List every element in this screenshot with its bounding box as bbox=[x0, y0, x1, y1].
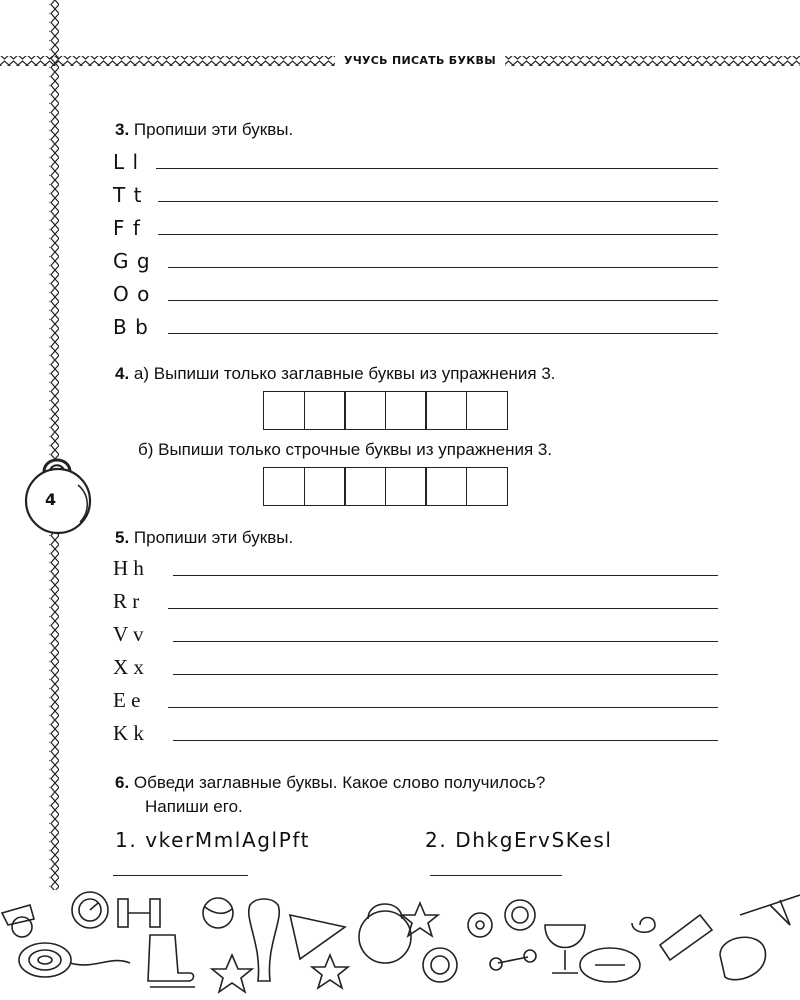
letter-pair: K k bbox=[113, 721, 144, 745]
answer-line-1[interactable] bbox=[113, 875, 248, 876]
answer-box[interactable] bbox=[263, 391, 305, 430]
uppercase-answer-boxes bbox=[263, 391, 508, 430]
writing-line[interactable] bbox=[168, 608, 718, 609]
exercise-5-text: Пропиши эти буквы. bbox=[133, 528, 294, 547]
exercise-3-row bbox=[113, 249, 723, 273]
exercise-6-title bbox=[115, 773, 545, 793]
exercise-3-row bbox=[113, 150, 723, 174]
exercise-3-row bbox=[113, 315, 723, 339]
exercise-5-row bbox=[113, 655, 723, 679]
exercise-5-title bbox=[115, 528, 293, 548]
exercise-3-title bbox=[115, 120, 293, 140]
exercise-4-number: 4. bbox=[115, 364, 130, 383]
answer-box[interactable] bbox=[385, 391, 427, 430]
header-title: УЧУСЬ ПИСАТЬ БУКВЫ bbox=[340, 52, 500, 69]
letter-pair: G g bbox=[113, 249, 151, 273]
exercise-4b-title: б) Выпиши только строчные буквы из упражнения 3. bbox=[138, 440, 553, 459]
answer-box[interactable] bbox=[344, 391, 386, 430]
kettlebell-icon bbox=[18, 450, 108, 540]
letter-sequence-2: 2. DhkgErvSKesl bbox=[425, 828, 613, 852]
page-number: 4 bbox=[45, 490, 57, 509]
sports-equipment-border-icon bbox=[0, 885, 800, 997]
letter-sequence-1: 1. vkerMmlAglPft bbox=[115, 828, 311, 852]
answer-box[interactable] bbox=[425, 467, 467, 506]
letter-pair: H h bbox=[113, 556, 144, 580]
writing-line[interactable] bbox=[168, 300, 718, 301]
answer-box[interactable] bbox=[344, 467, 386, 506]
writing-line[interactable] bbox=[158, 234, 718, 235]
letter-pair: L l bbox=[113, 150, 140, 174]
exercise-4a-title bbox=[115, 364, 556, 384]
writing-line[interactable] bbox=[168, 267, 718, 268]
answer-box[interactable] bbox=[304, 467, 346, 506]
letter-pair: V v bbox=[113, 622, 144, 646]
writing-line[interactable] bbox=[173, 641, 718, 642]
answer-box[interactable] bbox=[263, 467, 305, 506]
exercise-3-number: 3. bbox=[115, 120, 130, 139]
letter-pair: T t bbox=[113, 183, 143, 207]
lowercase-answer-boxes bbox=[263, 467, 508, 506]
letter-pair: B b bbox=[113, 315, 149, 339]
writing-line[interactable] bbox=[173, 575, 718, 576]
writing-line[interactable] bbox=[156, 168, 718, 169]
exercise-5-row bbox=[113, 688, 723, 712]
exercise-5-row bbox=[113, 622, 723, 646]
writing-line[interactable] bbox=[168, 333, 718, 334]
letter-pair: R r bbox=[113, 589, 140, 613]
writing-line[interactable] bbox=[173, 674, 718, 675]
letter-pair: X x bbox=[113, 655, 144, 679]
answer-box[interactable] bbox=[466, 467, 508, 506]
exercise-6-text: Обведи заглавные буквы. Какое слово получилось? bbox=[133, 773, 546, 792]
exercise-3-text: Пропиши эти буквы. bbox=[133, 120, 294, 139]
letter-pair: F f bbox=[113, 216, 141, 240]
answer-box[interactable] bbox=[385, 467, 427, 506]
exercise-3-row bbox=[113, 183, 723, 207]
answer-line-2[interactable] bbox=[430, 875, 562, 876]
answer-box[interactable] bbox=[425, 391, 467, 430]
answer-box[interactable] bbox=[466, 391, 508, 430]
answer-box[interactable] bbox=[304, 391, 346, 430]
writing-line[interactable] bbox=[158, 201, 718, 202]
writing-line[interactable] bbox=[173, 740, 718, 741]
exercise-5-row bbox=[113, 556, 723, 580]
letter-pair: O o bbox=[113, 282, 151, 306]
exercise-3-row bbox=[113, 216, 723, 240]
letter-pair: E e bbox=[113, 688, 141, 712]
exercise-6-subtitle: Напиши его. bbox=[145, 797, 243, 816]
exercise-5-row bbox=[113, 589, 723, 613]
exercise-5-number: 5. bbox=[115, 528, 130, 547]
writing-line[interactable] bbox=[168, 707, 718, 708]
exercise-5-row bbox=[113, 721, 723, 745]
exercise-3-row bbox=[113, 282, 723, 306]
exercise-6-number: 6. bbox=[115, 773, 130, 792]
exercise-4a-text: а) Выпиши только заглавные буквы из упражнения 3. bbox=[133, 364, 556, 383]
